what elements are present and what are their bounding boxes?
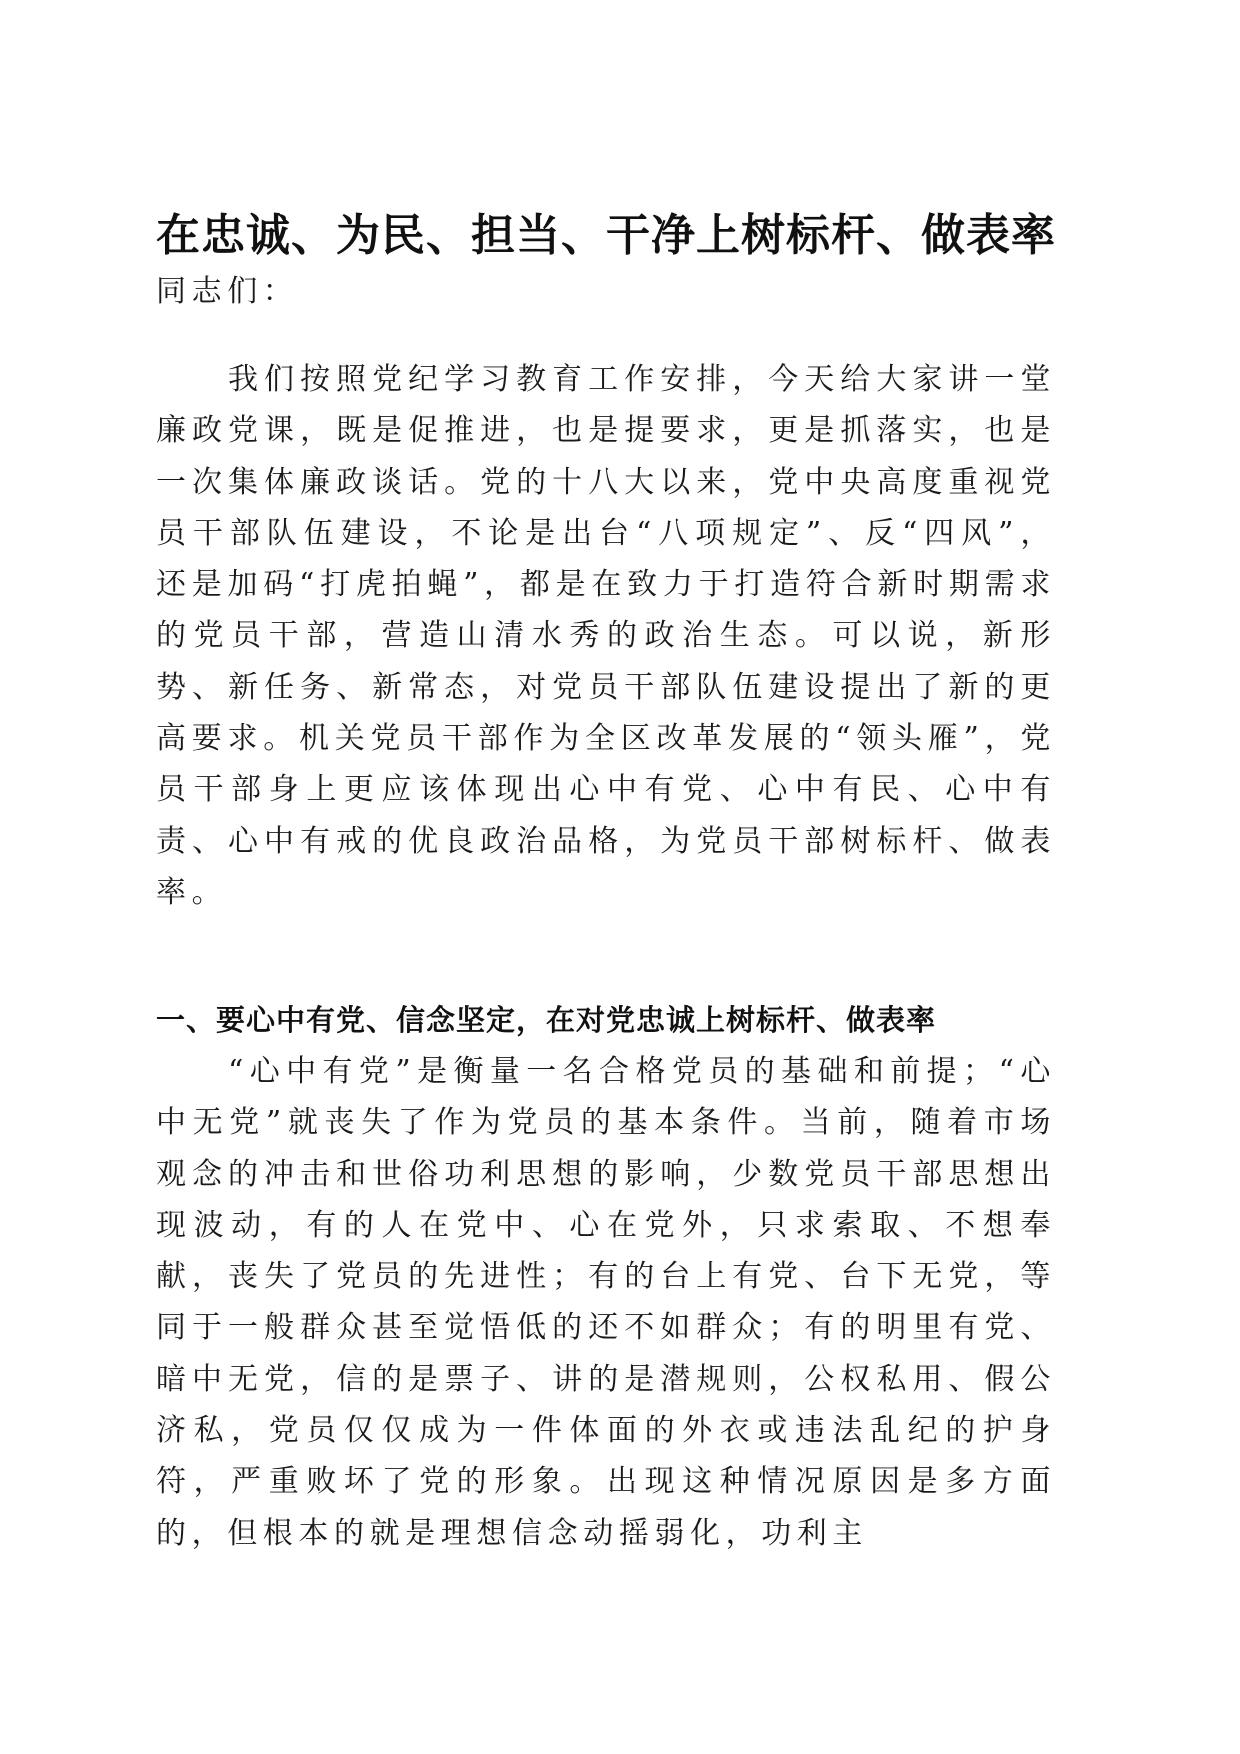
document-title: 在忠诚、为民、担当、干净上树标杆、做表率 bbox=[156, 210, 1056, 261]
section-1-paragraph: “心中有党”是衡量一名合格党员的基础和前提；“心中无党”就丧失了作为党员的基本条件。当前，随着市场观念的冲击和世俗功利思想的影响，少数党员干部思想出现波动，有的人在党中、心在党外，只求索取、不想奉献，丧失了党员的先进性；有的台上有党、台下无党，等同于一般群众甚至觉悟低的还不如群众；有的明里有党、暗中无党，信的是票子、讲的是潜规则，公权私用、假公济私，党员仅仅成为一件体面的外衣或违法乱纪的护身符，严重败坏了党的形象。出现这种情况原因是多方面的，但根本的就是理想信念动摇弱化，功利主 bbox=[156, 1054, 1056, 1551]
salutation: 同志们： bbox=[156, 274, 299, 309]
intro-paragraph: 我们按照党纪学习教育工作安排，今天给大家讲一堂廉政党课，既是促推进，也是提要求，更是抓落实，也是一次集体廉政谈话。党的十八大以来，党中央高度重视党员干部队伍建设，不论是出台“八项规定”、反“四风”，还是加码“打虎拍蝇”，都是在致力于打造符合新时期需求的党员干部，营造山清水秀的政治生态。可以说，新形势、新任务、新常态，对党员干部队伍建设提出了新的更高要求。机关党员干部作为全区改革发展的“领头雁”，党员干部身上更应该体现出心中有党、心中有民、心中有责、心中有戒的优良政治品格，为党员干部树标杆、做表率。 bbox=[156, 362, 1056, 910]
section-1-heading: 一、要心中有党、信念坚定，在对党忠诚上树标杆、做表率 bbox=[156, 1003, 937, 1037]
